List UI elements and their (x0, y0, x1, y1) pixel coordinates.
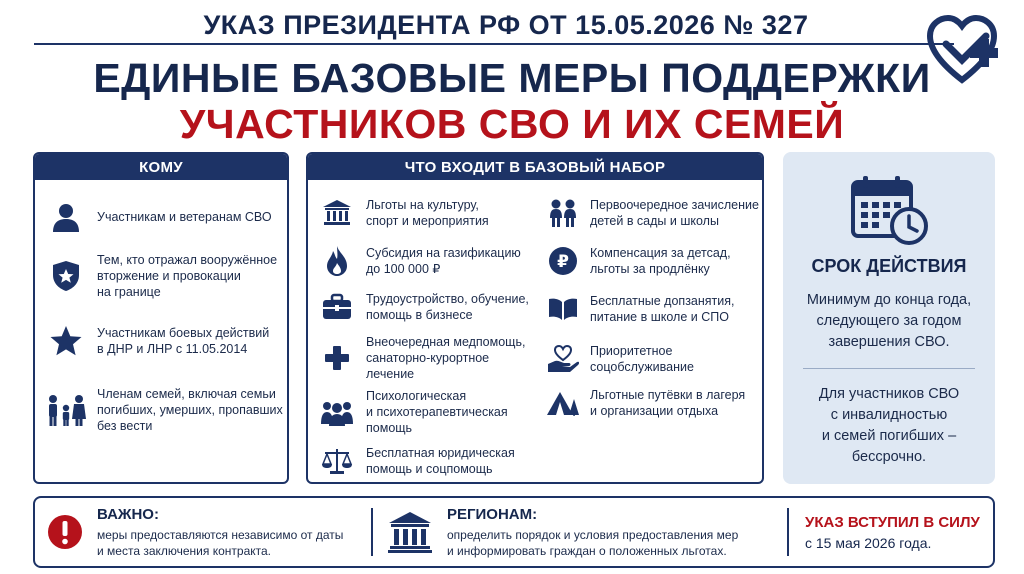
warning-icon (47, 514, 83, 550)
list-item: Бесплатная юридическая помощь и соцпомощь (320, 444, 515, 478)
regions-block (387, 498, 787, 566)
group-icon (320, 395, 354, 429)
list-item: ₽ Компенсация за детсад, льготы за продлёнку (546, 244, 731, 278)
svg-text:₽: ₽ (557, 252, 569, 272)
briefcase-icon (320, 290, 354, 324)
flame-icon (320, 244, 354, 278)
list-item: Членам семей, включая семьи погибших, умерших, пропавших без вести (45, 386, 283, 434)
decree-effective-block (805, 498, 991, 566)
shield-star-icon (49, 259, 83, 293)
list-item: Психологическая и психотерапевтическая помощь (320, 388, 508, 436)
divider (787, 508, 789, 556)
important-text: меры предоставляются независимо от даты и места заключения контракта. (97, 527, 344, 558)
page-subtitle: УЧАСТНИКОВ СВО И ИХ СЕМЕЙ (179, 101, 845, 147)
tent-icon (546, 386, 580, 420)
page-title: ЕДИНЫЕ БАЗОВЫЕ МЕРЫ ПОДДЕРЖКИ (93, 55, 931, 101)
header-divider (34, 43, 954, 45)
scales-icon (320, 444, 354, 478)
list-item: Льготные путёвки в лагеря и организации отдыха (546, 386, 745, 420)
list-item: Участникам боевых действий в ДНР и ЛНР с 11.05.2014 (49, 324, 269, 358)
important-title: ВАЖНО: (97, 505, 159, 523)
regions-title: РЕГИОНАМ: (447, 505, 538, 523)
regions-text: определить порядок и условия предоставления мер и информировать граждан о положенных льготах. (447, 527, 739, 558)
family-icon (45, 393, 87, 427)
divider (371, 508, 373, 556)
basic-set-panel (306, 152, 764, 484)
decree-effective-date: с 15 мая 2026 года. (805, 534, 932, 551)
term-permanent-text: Для участников СВО с инвалидностью и семей погибших – бессрочно. (818, 386, 960, 465)
children-icon (546, 196, 580, 230)
basic-set-panel-title: ЧТО ВХОДИТ В БАЗОВЫЙ НАБОР (308, 154, 762, 180)
government-building-icon (387, 509, 433, 555)
star-icon (49, 324, 83, 358)
list-item: Внеочередная медпомощь, санаторно-курортное лечение (320, 334, 525, 382)
list-item: Бесплатные допзанятия, питание в школе и СПО (546, 292, 735, 326)
term-divider (803, 368, 975, 369)
important-block (47, 498, 367, 566)
decree-title: УКАЗ ПРЕЗИДЕНТА РФ ОТ 15.05.2026 № 327 (203, 9, 809, 40)
bottom-info-bar (33, 496, 995, 568)
list-item: Субсидия на газификацию до 100 000 ₽ (320, 244, 521, 278)
ruble-icon (546, 244, 580, 278)
list-item: Трудоустройство, обучение, помощь в бизнесе (320, 290, 529, 324)
who-panel (33, 152, 289, 484)
museum-icon (320, 196, 354, 230)
person-icon (49, 200, 83, 234)
list-item: Первоочередное зачисление детей в сады и школы (546, 196, 759, 230)
term-title: СРОК ДЕЙСТВИЯ (811, 256, 967, 276)
medical-cross-icon (320, 341, 354, 375)
list-item: Льготы на культуру, спорт и мероприятия (320, 196, 489, 230)
book-icon (546, 292, 580, 326)
decree-effective-title: УКАЗ ВСТУПИЛ В СИЛУ (805, 513, 980, 531)
list-item: Приоритетное соцобслуживание (546, 342, 762, 376)
term-panel (783, 152, 995, 484)
calendar-clock-icon (849, 174, 929, 246)
heart-hand-icon (546, 342, 580, 376)
list-item: Участникам и ветеранам СВО (49, 200, 272, 234)
list-item: Тем, кто отражал вооружённое вторжение и провокации на границе (49, 252, 277, 300)
term-general-text: Минимум до конца года, следующего за годом завершения СВО. (806, 292, 972, 350)
who-panel-title: КОМУ (35, 154, 287, 180)
